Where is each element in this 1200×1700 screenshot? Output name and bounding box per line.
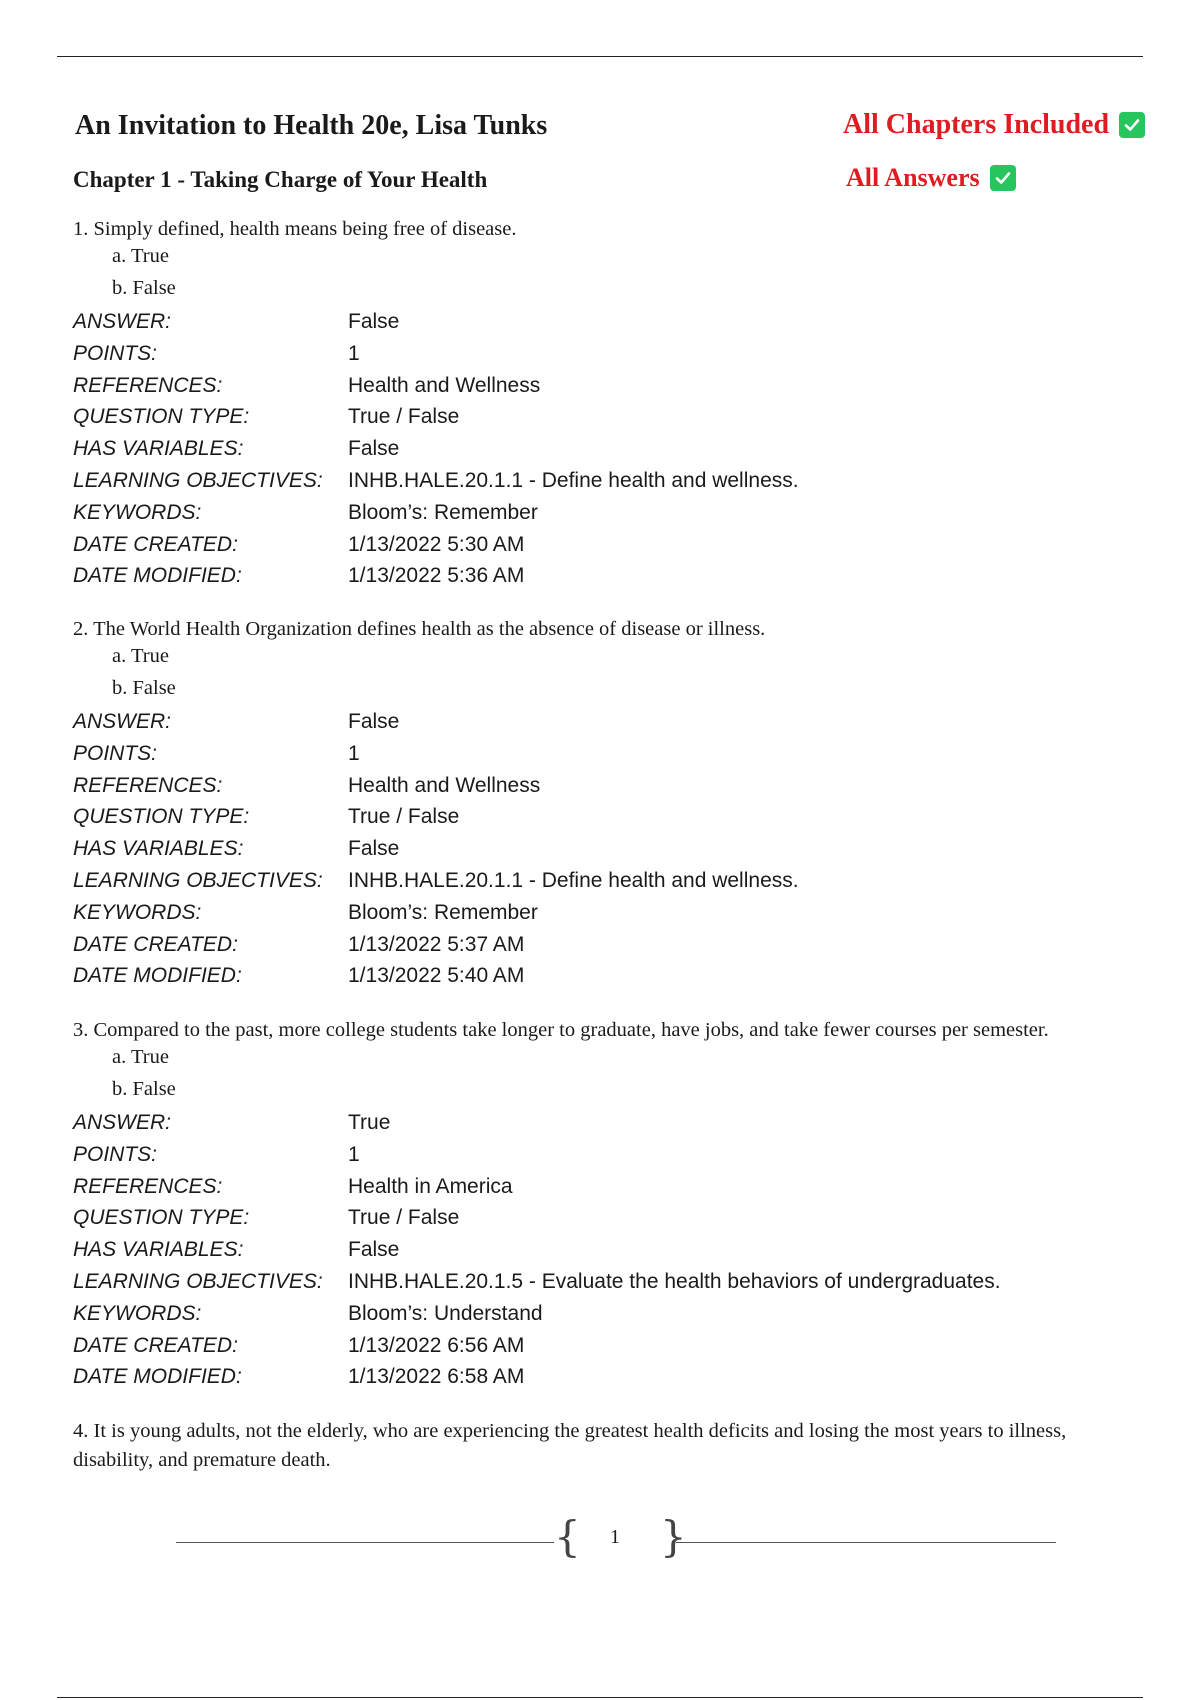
checkmark-icon: [990, 165, 1016, 191]
meta-key: LEARNING OBJECTIVES:: [73, 868, 323, 892]
question-2-text: 2. The World Health Organization defines health as the absence of disease or illness.: [73, 618, 766, 640]
promo-answers-text: All Answers: [846, 163, 980, 192]
meta-key: POINTS:: [73, 341, 158, 365]
meta-row-answer: [73, 706, 1153, 738]
meta-value: Health and Wellness: [348, 773, 541, 797]
meta-key: REFERENCES:: [73, 373, 223, 397]
question-1-metadata: [73, 306, 1153, 592]
meta-value: False: [348, 1238, 400, 1262]
promo-chapters-text: All Chapters Included: [843, 109, 1110, 140]
meta-value: INHB.HALE.20.1.5 - Evaluate the health behaviors of undergraduates.: [348, 1269, 1001, 1293]
question-2-metadata: [73, 706, 1153, 992]
meta-row-date-modified: [73, 1361, 1153, 1393]
promo-all-answers: [846, 163, 1016, 193]
meta-row-answer: [73, 306, 1153, 338]
meta-key: QUESTION TYPE:: [73, 805, 250, 829]
meta-key: DATE MODIFIED:: [73, 964, 242, 988]
question-1-text: 1. Simply defined, health means being free of disease.: [73, 218, 517, 240]
meta-value: 1/13/2022 5:40 AM: [348, 964, 525, 988]
meta-value: Health and Wellness: [348, 373, 541, 397]
meta-row-has-variables: [73, 433, 1153, 465]
meta-value: False: [348, 837, 400, 861]
meta-value: Bloom’s: Remember: [348, 900, 538, 924]
meta-row-points: [73, 1139, 1153, 1171]
meta-row-has-variables: [73, 1234, 1153, 1266]
meta-value: 1: [348, 1142, 360, 1166]
question-2-option-b: b. False: [112, 677, 176, 699]
meta-key: KEYWORDS:: [73, 900, 202, 924]
meta-key: KEYWORDS:: [73, 500, 202, 524]
meta-key: DATE CREATED:: [73, 1333, 238, 1357]
meta-row-references: [73, 770, 1153, 802]
meta-row-keywords: [73, 897, 1153, 929]
meta-value: True / False: [348, 1206, 460, 1230]
page-footer: [176, 1512, 1056, 1561]
question-1-option-a: a. True: [112, 245, 169, 267]
meta-key: REFERENCES:: [73, 773, 223, 797]
question-3-metadata: [73, 1107, 1153, 1393]
meta-key: HAS VARIABLES:: [73, 1238, 244, 1262]
meta-key: ANSWER:: [73, 1111, 172, 1134]
page-number: 1: [610, 1526, 620, 1548]
meta-key: DATE MODIFIED:: [73, 1365, 242, 1389]
top-rule: [57, 56, 1143, 57]
chapter-heading: Chapter 1 - Taking Charge of Your Health: [73, 167, 488, 192]
meta-row-question-type: [73, 801, 1153, 833]
meta-key: HAS VARIABLES:: [73, 837, 244, 861]
document-title: An Invitation to Health 20e, Lisa Tunks: [75, 110, 548, 141]
meta-key: ANSWER:: [73, 710, 172, 733]
meta-value: False: [348, 310, 400, 333]
meta-row-learning-objectives: [73, 865, 1153, 897]
meta-row-learning-objectives: [73, 1266, 1153, 1298]
meta-value: 1/13/2022 5:30 AM: [348, 532, 525, 556]
meta-key: POINTS:: [73, 1142, 158, 1166]
meta-row-learning-objectives: [73, 465, 1153, 497]
meta-key: LEARNING OBJECTIVES:: [73, 1269, 323, 1293]
meta-value: 1: [348, 741, 360, 765]
meta-key: DATE MODIFIED:: [73, 564, 242, 588]
meta-key: DATE CREATED:: [73, 532, 238, 556]
meta-value: 1/13/2022 6:56 AM: [348, 1333, 525, 1357]
meta-row-has-variables: [73, 833, 1153, 865]
meta-value: INHB.HALE.20.1.1 - Define health and wellness.: [348, 868, 799, 892]
question-1-option-b: b. False: [112, 277, 176, 299]
meta-row-date-modified: [73, 560, 1153, 592]
meta-row-references: [73, 370, 1153, 402]
meta-key: QUESTION TYPE:: [73, 405, 250, 429]
meta-key: ANSWER:: [73, 310, 172, 333]
checkmark-icon: [1119, 112, 1145, 138]
meta-value: Bloom’s: Remember: [348, 500, 538, 524]
meta-row-references: [73, 1171, 1153, 1203]
left-brace-icon: {: [554, 1512, 581, 1561]
meta-row-points: [73, 738, 1153, 770]
footer-rule-left: [176, 1542, 554, 1543]
question-2-option-a: a. True: [112, 645, 169, 667]
question-4-text: 4. It is young adults, not the elderly, who are experiencing the greatest health deficits and losing the most years to illness, disability, and premature death.: [73, 1420, 1067, 1471]
footer-rule-right: [676, 1542, 1056, 1543]
meta-row-date-created: [73, 1330, 1153, 1362]
question-3-option-a: a. True: [112, 1046, 169, 1068]
meta-row-keywords: [73, 1298, 1153, 1330]
meta-key: POINTS:: [73, 741, 158, 765]
meta-value: True: [348, 1111, 391, 1134]
meta-value: 1/13/2022 5:36 AM: [348, 564, 525, 588]
meta-row-date-created: [73, 929, 1153, 961]
meta-key: LEARNING OBJECTIVES:: [73, 468, 323, 492]
question-3-text: 3. Compared to the past, more college students take longer to graduate, have jobs, and take fewer courses per semester.: [73, 1019, 1049, 1041]
meta-value: True / False: [348, 405, 460, 429]
meta-value: True / False: [348, 805, 460, 829]
meta-key: QUESTION TYPE:: [73, 1206, 250, 1230]
meta-row-question-type: [73, 1202, 1153, 1234]
bottom-rule: [57, 1697, 1143, 1698]
meta-row-points: [73, 338, 1153, 370]
meta-row-date-modified: [73, 960, 1153, 992]
meta-row-keywords: [73, 497, 1153, 529]
meta-key: REFERENCES:: [73, 1174, 223, 1198]
right-brace-icon: }: [660, 1512, 687, 1561]
meta-value: INHB.HALE.20.1.1 - Define health and wellness.: [348, 468, 799, 492]
meta-value: False: [348, 437, 400, 461]
meta-value: False: [348, 710, 400, 733]
meta-key: HAS VARIABLES:: [73, 437, 244, 461]
meta-value: Health in America: [348, 1174, 513, 1198]
meta-row-date-created: [73, 529, 1153, 561]
promo-all-chapters: [843, 109, 1145, 141]
meta-key: DATE CREATED:: [73, 932, 238, 956]
meta-value: 1/13/2022 6:58 AM: [348, 1365, 525, 1389]
meta-row-question-type: [73, 401, 1153, 433]
meta-value: 1/13/2022 5:37 AM: [348, 932, 525, 956]
meta-value: 1: [348, 341, 360, 365]
meta-row-answer: [73, 1107, 1153, 1139]
meta-value: Bloom’s: Understand: [348, 1301, 543, 1325]
meta-key: KEYWORDS:: [73, 1301, 202, 1325]
question-3-option-b: b. False: [112, 1078, 176, 1100]
